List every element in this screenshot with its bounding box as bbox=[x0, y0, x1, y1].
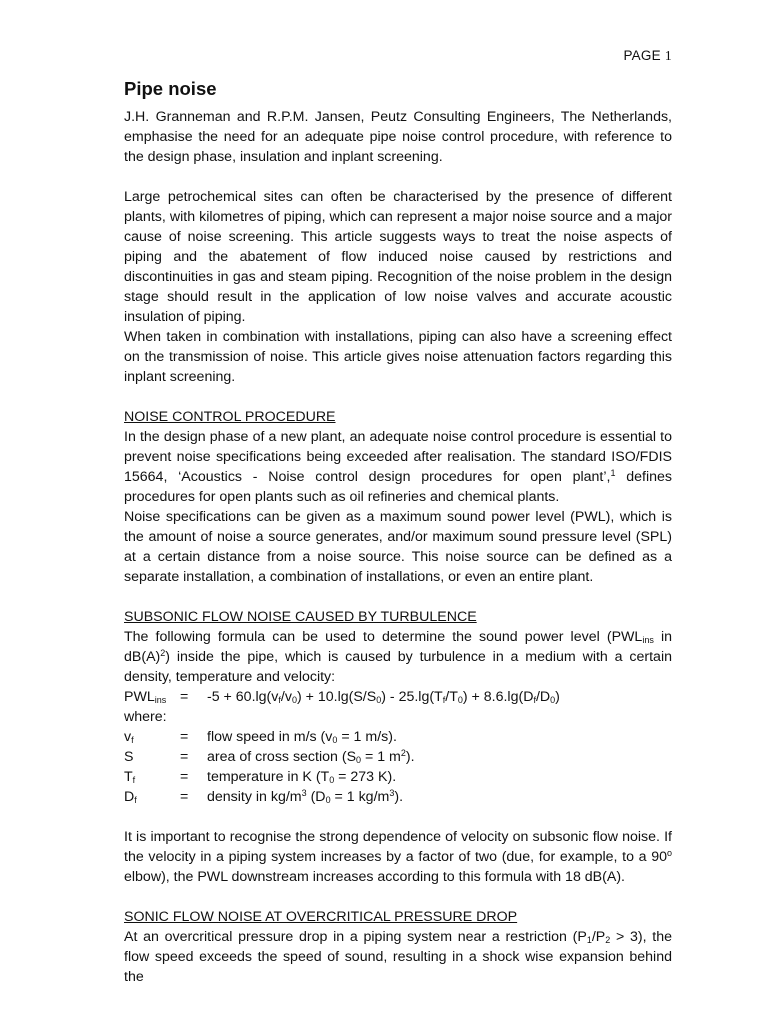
page-header bbox=[623, 48, 672, 65]
paragraph-petrochemical: Large petrochemical sites can often be characterised by the presence of different plants, with kilometres of piping, which can represent a major noise source and a major cause of noise screening. This article suggests ways to treat the noise aspects of piping and the abatement of flow induced noise caused by restrictions and discontinuities in gas and steam piping. Recognition of the noise problem in the design stage should result in the application of low noise valves and accurate acoustic insulation of piping. bbox=[124, 189, 672, 325]
definition-row bbox=[124, 727, 672, 747]
heading-subsonic-flow-noise: SUBSONIC FLOW NOISE CAUSED BY TURBULENCE bbox=[124, 609, 477, 625]
definition-text: density in $kg/m^3$ ($D_0 = 1$ $kg/m^3$). bbox=[207, 788, 404, 805]
spacer bbox=[124, 807, 672, 827]
paragraph-noise-specifications: Noise specifications can be given as a maximum sound power level (PWL), which is the amount of noise a source generates, and/or maximum sound pressure level (SPL) at a certain distance from a noise source. This noise source can be defined as a separate installation, a combination of installations, or even an entire plant. bbox=[124, 509, 672, 585]
definition-row bbox=[124, 767, 672, 787]
intro-paragraph: J.H. Granneman and R.P.M. Jansen, Peutz Consulting Engineers, The Netherlands, emphasise the need for an adequate pipe noise control procedure, with reference to the design phase, insulation and inplant screening. bbox=[124, 109, 672, 165]
page-number: 1 bbox=[664, 49, 672, 64]
spacer bbox=[124, 587, 672, 607]
page-label: PAGE bbox=[623, 48, 661, 63]
definition-text: area of cross section ($S_0 = 1$ $m^2$). bbox=[207, 748, 415, 765]
formula-lhs: $PWL_{ins}$ bbox=[124, 689, 167, 705]
heading-noise-control-procedure: NOISE CONTROL PROCEDURE bbox=[124, 409, 336, 425]
definition-symbol: $T_f$ bbox=[124, 769, 136, 785]
article-body bbox=[124, 78, 672, 987]
footnote-ref: 1 bbox=[610, 468, 616, 478]
definition-equals: = bbox=[180, 729, 189, 745]
formula-equals: = bbox=[180, 689, 189, 705]
paragraph-overcritical-pressure: At an overcritical pressure drop in a piping system near a restriction $(P_1/P_2 > 3)$, the flow speed exceeds the speed of sound, resulting in a shock wise expansion behind the bbox=[124, 929, 672, 985]
definition-symbol: S bbox=[124, 749, 134, 765]
definition-equals: = bbox=[180, 749, 189, 765]
definition-row bbox=[124, 747, 672, 767]
definition-text: temperature in K ($T_0 = 273$ K). bbox=[207, 769, 397, 785]
variable-definitions bbox=[124, 727, 672, 807]
where-label: where: bbox=[124, 709, 167, 725]
paragraph-formula-intro: The following formula can be used to determine the sound power level ($PWL_{ins}$ in $dB(A)^2$) inside the pipe, which is caused by turbulence in a medium with a certain density, temperature and velocity: bbox=[124, 629, 672, 685]
paragraph-velocity-dependence: It is important to recognise the strong dependence of velocity on subsonic flow noise. If the velocity in a piping system increases by a factor of two (due, for example, to a 90$^o$ elbow), the PWL downstream increases according to this formula with 18 dB(A). bbox=[124, 829, 672, 885]
heading-sonic-flow-noise: SONIC FLOW NOISE AT OVERCRITICAL PRESSURE DROP bbox=[124, 909, 518, 925]
definition-symbol: $D_f$ bbox=[124, 789, 137, 805]
paragraph-design-phase: In the design phase of a new plant, an adequate noise control procedure is essential to prevent noise specifications being exceeded after realisation. The standard ISO/FDIS 15664, ‘Acoustics - Noise control design procedures for open plant’,$^1$ defines procedures for open plants such as oil refineries and chemical plants. bbox=[124, 429, 672, 505]
spacer bbox=[124, 887, 672, 907]
article-title: Pipe noise bbox=[124, 78, 217, 99]
spacer bbox=[124, 387, 672, 407]
spacer bbox=[124, 167, 672, 187]
formula-expression: $-5 + 60.\lg(v_f/v_0) + 10.\lg(S/S_0) - 25.\lg(T_f/T_0) + 8.6.\lg(D_f/D_0)$ bbox=[207, 689, 560, 705]
definition-equals: = bbox=[180, 789, 189, 805]
definition-text: flow speed in m/s ($v_0 = 1$ m/s). bbox=[207, 729, 397, 745]
definition-row bbox=[124, 787, 672, 807]
definition-symbol: $v_f$ bbox=[124, 729, 134, 745]
definition-equals: = bbox=[180, 769, 189, 785]
pwl-formula bbox=[124, 687, 672, 707]
paragraph-screening: When taken in combination with installations, piping can also have a screening effect on the transmission of noise. This article gives noise attenuation factors regarding this inplant screening. bbox=[124, 329, 672, 385]
